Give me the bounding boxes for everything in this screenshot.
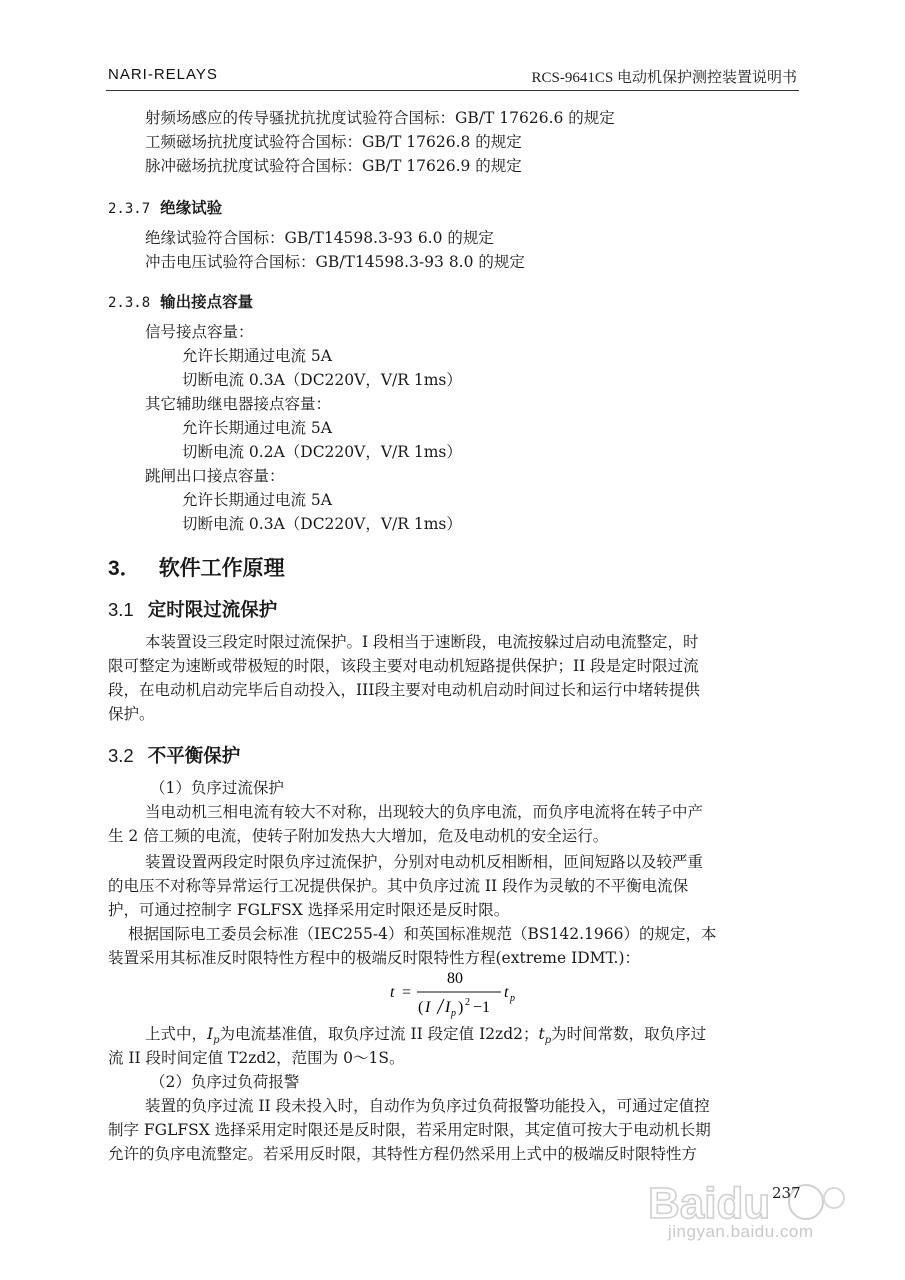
formula-exponent: 2 (465, 997, 470, 1008)
para-line: 允许的负序电流整定。若采用反时限，其特性方程仍然采用上式中的极端反时限特性方 (108, 1145, 698, 1163)
line-power-freq-magnetic: 工频磁场抗扰度试验符合国标：GB/T 17626.8 的规定 (145, 133, 522, 151)
line-pulse-magnetic: 脉冲磁场抗扰度试验符合国标：GB/T 17626.9 的规定 (145, 157, 522, 175)
para-line: 护，可通过控制字 FGLFSX 选择采用定时限还是反时限。 (108, 901, 510, 919)
heading-title: 绝缘试验 (160, 198, 223, 217)
para-line: 本装置设三段定时限过流保护。I 段相当于速断段，电流按躲过启动电流整定，时 (145, 633, 699, 651)
heading-3-1 (108, 598, 277, 623)
baidu-watermark-logo (630, 1160, 860, 1270)
line-impulse-voltage: 冲击电压试验符合国标：GB/T14598.3-93 8.0 的规定 (145, 253, 525, 271)
subheading-negative-seq-overload: （2）负序过负荷报警 (150, 1073, 300, 1091)
para-line: 的电压不对称等异常运行工况提供保护。其中负序过流 II 段作为灵敏的不平衡电流保 (108, 877, 689, 895)
group-item: 切断电流 0.3A（DC220V，V/R 1ms） (182, 371, 462, 389)
formula-minus-one: −1 (473, 999, 491, 1016)
formula-paren-open: ( (418, 999, 424, 1016)
line-emc-conducted: 射频场感应的传导骚扰抗扰度试验符合国标：GB/T 17626.6 的规定 (145, 109, 615, 127)
group-label-signal: 信号接点容量： (145, 323, 254, 341)
para-line: 保护。 (108, 705, 155, 723)
header-doc-title: RCS-9641CS 电动机保护测控装置说明书 (531, 70, 797, 86)
heading-number: 3.1 (108, 599, 134, 620)
watermark-logo-lettering: Baidu (648, 1179, 771, 1228)
group-item: 允许长期通过电流 5A (182, 419, 332, 437)
heading-number: 3.2 (108, 745, 134, 766)
group-item: 切断电流 0.2A（DC220V，V/R 1ms） (182, 443, 462, 461)
heading-2-3-8 (108, 292, 253, 313)
group-item: 允许长期通过电流 5A (182, 347, 332, 365)
idmt-formula (388, 964, 548, 1022)
text-run: 为时间常数，取负序过 (551, 1025, 707, 1043)
para-line: 根据国际电工委员会标准（IEC255-4）和英国标准规范（BS142.1966）的规定，本 (128, 925, 717, 943)
heading-number: 3． (108, 557, 141, 580)
para-line: 装置设置两段定时限负序过流保护，分别对电动机反相断相，匝间短路以及较严重 (145, 853, 704, 871)
heading-3-2 (108, 744, 240, 769)
para-line: 装置的负序过流 II 段未投入时，自动作为负序过负荷报警功能投入，可通过定值控 (145, 1097, 710, 1115)
symbol-I: I (207, 1025, 214, 1043)
group-label-trip: 跳闸出口接点容量： (145, 467, 285, 485)
symbol-sub: p (213, 1035, 220, 1047)
para-line: 制字 FGLFSX 选择采用定时限还是反时限，若采用定时限，其定值可按大于电动机长期 (108, 1121, 711, 1139)
group-item: 允许长期通过电流 5A (182, 491, 332, 509)
formula-lhs: t (390, 984, 395, 1001)
symbol-t: t (538, 1025, 545, 1043)
heading-title: 软件工作原理 (158, 555, 285, 580)
formula-den-I: I (425, 999, 431, 1016)
heading-chapter-3 (108, 554, 285, 583)
formula-den-sub-p: p (451, 1008, 456, 1019)
formula-factor: t (504, 984, 509, 1001)
heading-number: 2.3.8 (108, 295, 151, 311)
header-rule (106, 90, 799, 91)
para-line: 限可整定为速断或带极短的时限，该段主要对电动机短路提供保护；II 段是定时限过流 (108, 657, 699, 675)
formula-paren-close: ) (458, 999, 464, 1016)
para-line: 当电动机三相电流有较大不对称，出现较大的负序电流，而负序电流将在转子中产 (145, 803, 704, 821)
line-insulation: 绝缘试验符合国标：GB/T14598.3-93 6.0 的规定 (145, 229, 494, 247)
formula-slash (437, 999, 444, 1014)
formula-equals: = (402, 984, 412, 1001)
heading-title: 输出接点容量 (160, 292, 254, 311)
formula-numerator: 80 (447, 970, 463, 987)
symbol-sub: p (544, 1035, 552, 1047)
paw-icon (824, 1188, 844, 1208)
heading-title: 定时限过流保护 (147, 600, 278, 621)
para-line: 装置采用其标准反时限特性方程中的极端反时限特性方程(extreme IDMT.)： (108, 949, 641, 967)
formula-factor-sub: p (510, 993, 515, 1004)
page-number: 237 (772, 1184, 801, 1202)
para-line: 生 2 倍工频的电流，使转子附加发热大大增加，危及电动机的安全运行。 (108, 827, 609, 845)
group-label-aux: 其它辅助继电器接点容量： (145, 395, 332, 413)
subheading-negative-seq-overcurrent: （1）负序过流保护 (150, 779, 284, 797)
para-line: 段，在电动机启动完毕后自动投入，III段主要对电动机启动时间过长和运行中堵转提供 (108, 681, 700, 699)
header-brand: NARI-RELAYS (108, 66, 218, 83)
formula-den-Ip: I (445, 999, 451, 1016)
watermark-url: jingyan.baidu.com (668, 1222, 814, 1241)
heading-number: 2.3.7 (108, 201, 151, 217)
heading-2-3-7 (108, 198, 222, 219)
text-run: 为电流基准值，取负序过流 II 段定值 I2zd2； (219, 1025, 539, 1043)
heading-title: 不平衡保护 (147, 746, 241, 767)
para-line: 流 II 段时间定值 T2zd2，范围为 0～1S。 (108, 1049, 405, 1067)
text-run: 上式中， (145, 1025, 208, 1043)
group-item: 切断电流 0.3A（DC220V，V/R 1ms） (182, 515, 462, 533)
